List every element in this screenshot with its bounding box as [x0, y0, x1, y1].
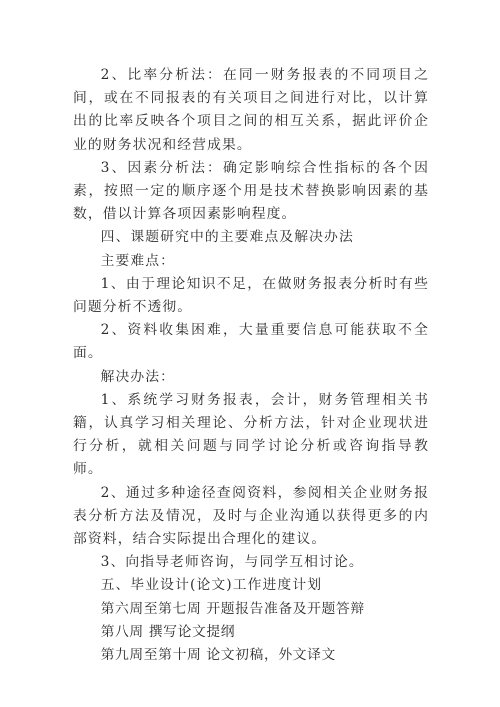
paragraph-factor-analysis: 3、因素分析法：确定影响综合性指标的各个因素，按照一定的顺序逐个用是技术替换影响因素的基数，借以计算各项因素影响程度。 — [73, 159, 429, 223]
subheading-solutions: 解决办法： — [100, 368, 176, 385]
subheading-main-difficulties: 主要难点： — [100, 252, 176, 269]
schedule-item-weeks-6-7: 第六周至第七周 开题报告准备及开题答辩 — [100, 600, 365, 617]
paragraph-ratio-analysis: 2、比率分析法：在同一财务报表的不同项目之间，或在不同报表的有关项目之间进行对比，以计算出的比率反映各个项目之间的相互关系，据此评价企业的财务状况和经营成果。 — [73, 67, 429, 153]
paragraph-solution-2: 2、通过多种途径查阅资料，参阅相关企业财务报表分析方法及情况，及时与企业沟通以获得更多的内部资料，结合实际提出合理化的建议。 — [73, 484, 429, 548]
paragraph-difficulty-1: 1、由于理论知识不足，在做财务报表分析时有些问题分析不透彻。 — [73, 275, 429, 316]
paragraph-difficulty-2: 2、资料收集困难，大量重要信息可能获取不全面。 — [73, 322, 429, 362]
schedule-item-weeks-9-10: 第九周至第十周 论文初稿，外文译文 — [100, 647, 336, 664]
paragraph-solution-3: 3、向指导老师咨询，与同学互相讨论。 — [100, 554, 364, 571]
section-heading-schedule: 五、毕业设计(论文)工作进度计划 — [100, 577, 323, 594]
document-body — [73, 64, 429, 667]
schedule-item-week-8: 第八周 撰写论文提纲 — [100, 623, 236, 640]
section-heading-difficulties: 四、课题研究中的主要难点及解决办法 — [100, 229, 354, 246]
paragraph-solution-1: 1、系统学习财务报表，会计，财务管理相关书籍，认真学习相关理论、分析方法，针对企业现状进行分析，就相关问题与同学讨论分析或咨询指导教师。 — [73, 391, 429, 478]
